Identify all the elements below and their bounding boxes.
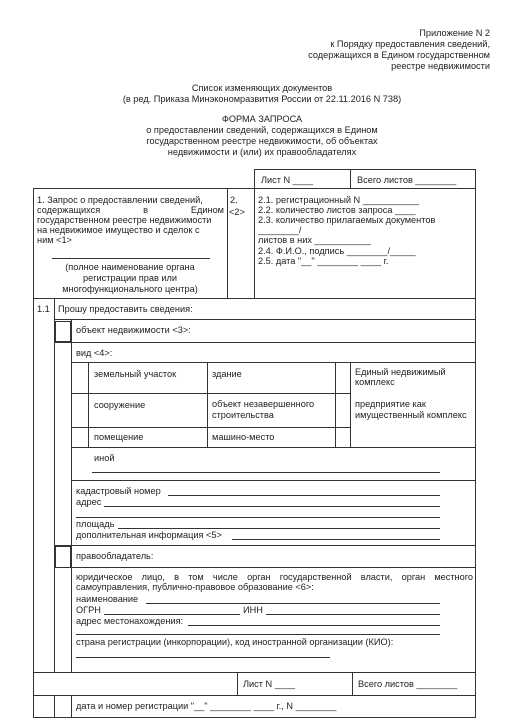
sheet-number-box <box>254 169 351 189</box>
form-subtitle-3: недвижимости и (или) их правообладателях <box>167 147 357 157</box>
ogrn-line[interactable] <box>104 614 240 615</box>
country-line[interactable] <box>76 657 330 658</box>
sheet-number-label: Лист N ____ <box>261 175 314 185</box>
area-label: площадь <box>76 519 115 529</box>
form-title: ФОРМА ЗАПРОСА <box>221 114 303 124</box>
other-line[interactable] <box>92 472 440 473</box>
type-room: помещение <box>94 432 144 442</box>
type-unfinished-2: строительства <box>212 410 274 420</box>
form-subtitle-2: государственном реестре недвижимости, об объектах <box>146 136 378 146</box>
name-label: наименование <box>76 594 139 604</box>
amendments-ref: (в ред. Приказа Минэкономразвития России от 22.11.2016 N 738) <box>122 94 402 104</box>
org-caption-1: (полное наименование органа <box>65 262 195 272</box>
cadastral-line[interactable] <box>168 495 440 496</box>
location-line-2[interactable] <box>76 634 440 635</box>
object-label: объект недвижимости <3>: <box>76 325 191 335</box>
amendments-title: Список изменяющих документов <box>191 83 333 93</box>
appendix-ref-line-3: содержащихся в Едином государственном <box>308 50 490 60</box>
section11-number: 1.1 <box>37 304 50 314</box>
appendix-ref-line-2: к Порядку предоставления сведений, <box>330 39 490 49</box>
type-complex: Единый недвижимый комплекс <box>355 367 446 388</box>
inn-line[interactable] <box>266 614 440 615</box>
address-line-2[interactable] <box>76 517 440 518</box>
extra-info-line[interactable] <box>232 539 440 540</box>
type-other: иной <box>94 453 115 463</box>
address-label: адрес <box>76 497 102 507</box>
type-unfinished-1: объект незавершенного <box>212 399 315 409</box>
type-structure: сооружение <box>94 400 146 410</box>
total-sheets-label: Всего листов ________ <box>357 175 457 185</box>
form-subtitle-1: о предоставлении сведений, содержащихся в Едином <box>146 125 378 135</box>
location-label: адрес местонахождения: <box>76 616 184 626</box>
type-enterprise-2: имущественный комплекс <box>355 410 467 420</box>
request-label: Прошу предоставить сведения: <box>58 304 193 314</box>
location-line[interactable] <box>188 625 440 626</box>
right-holder-checkbox[interactable] <box>55 546 71 568</box>
ogrn-label: ОГРН <box>76 605 101 615</box>
address-line[interactable] <box>104 506 440 507</box>
extra-info-label: дополнительная информация <5> <box>76 530 222 540</box>
org-caption-2: регистрации прав или <box>82 273 178 283</box>
type-land: земельный участок <box>94 369 177 379</box>
appendix-ref-line-4: реестре недвижимости <box>391 61 490 71</box>
org-name-line[interactable] <box>52 258 210 259</box>
bottom-total-sheets: Всего листов ________ <box>358 679 458 689</box>
object-checkbox[interactable] <box>55 321 71 342</box>
section1-text: 1. Запрос о предоставлении сведений, содержащихся в Едином государственном реестре недвижимости на недвижимое имущество и сделок с ним <1> <box>37 195 224 246</box>
type-enterprise-1: предприятие как <box>355 399 426 409</box>
type-building: здание <box>212 369 242 379</box>
area-line[interactable] <box>118 528 440 529</box>
name-line[interactable] <box>146 603 440 604</box>
section2-note: <2> <box>229 207 245 217</box>
kind-label: вид <4>: <box>76 348 113 358</box>
org-caption-3: многофункционального центра) <box>62 284 198 294</box>
total-sheets-box <box>350 169 476 189</box>
cadastral-label: кадастровый номер <box>76 486 161 496</box>
section2-fields: 2.1. регистрационный N ___________ 2.2. количество листов запроса ____ 2.3. количество прилагаемых документов ________/ листов в них ___________ 2.4. Ф.И.О., подпись ________/_____ 2.5. дата "__" ________ ____ г. <box>258 195 436 266</box>
inn-label: ИНН <box>243 605 263 615</box>
section2-number: 2. <box>230 195 238 205</box>
registration-date-number: дата и номер регистрации "__" ________ ____ г., N ________ <box>76 701 337 711</box>
legal-entity-text: юридическое лицо, в том числе орган государственной власти, орган местного самоуправления, публично-правовое образование <6>: <box>76 572 473 593</box>
type-parking: машино-место <box>212 432 275 442</box>
right-holder-label: правообладатель: <box>76 551 154 561</box>
bottom-sheet-number: Лист N ____ <box>243 679 296 689</box>
country-label: страна регистрации (инкорпорации), код иностранной организации (КИО): <box>76 637 394 647</box>
appendix-number: Приложение N 2 <box>419 28 490 38</box>
